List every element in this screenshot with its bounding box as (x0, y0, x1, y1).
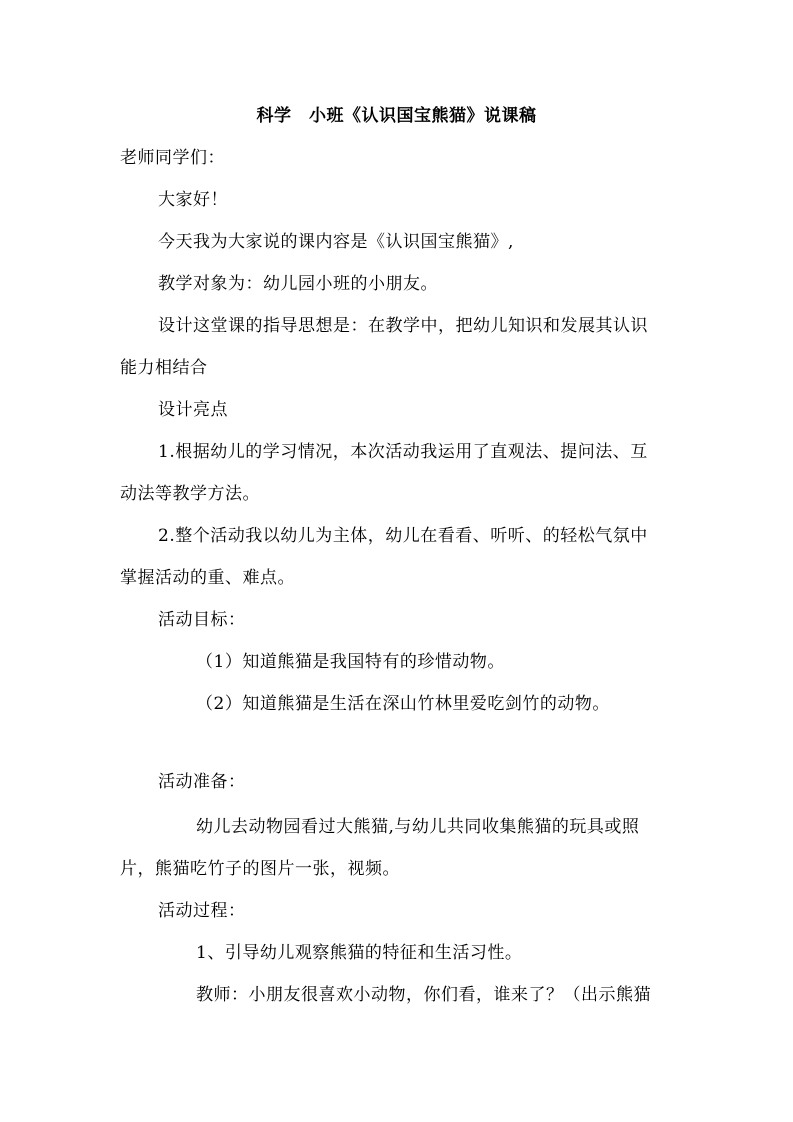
section-heading: 设计亮点 (158, 400, 228, 420)
paragraph-line: 能力相结合 (120, 358, 208, 378)
document-title: 科学 小班《认识国宝熊猫》说课稿 (256, 106, 537, 126)
paragraph-line: 掌握活动的重、难点。 (120, 568, 295, 588)
list-item: （1）知道熊猫是我国特有的珍惜动物。 (196, 652, 505, 672)
paragraph-line: 教学对象为：幼儿园小班的小朋友。 (158, 274, 438, 294)
section-heading: 活动准备： (158, 772, 246, 792)
paragraph-line: 教师：小朋友很喜欢小动物，你们看，谁来了？（出示熊猫 (196, 985, 651, 1005)
paragraph-line: 1.根据幼儿的学习情况，本次活动我运用了直观法、提问法、互 (158, 442, 648, 462)
paragraph-line: 幼儿去动物园看过大熊猫,与幼儿共同收集熊猫的玩具或照 (196, 817, 640, 837)
paragraph-line: 大家好！ (158, 190, 228, 210)
paragraph-line: 动法等教学方法。 (120, 484, 260, 504)
section-heading: 活动过程： (158, 901, 246, 921)
paragraph-line: 片，熊猫吃竹子的图片一张，视频。 (120, 859, 400, 879)
paragraph-line: 设计这堂课的指导思想是：在教学中，把幼儿知识和发展其认识 (158, 316, 648, 336)
section-heading: 活动目标： (158, 610, 246, 630)
greeting-line: 老师同学们： (120, 148, 225, 168)
paragraph-line: 1、引导幼儿观察熊猫的特征和生活习性。 (196, 943, 523, 963)
paragraph-line: 今天我为大家说的课内容是《认识国宝熊猫》, (158, 232, 514, 252)
paragraph-line: 2.整个活动我以幼儿为主体，幼儿在看看、听听、的轻松气氛中 (158, 526, 648, 546)
list-item: （2）知道熊猫是生活在深山竹林里爱吃剑竹的动物。 (196, 694, 610, 714)
